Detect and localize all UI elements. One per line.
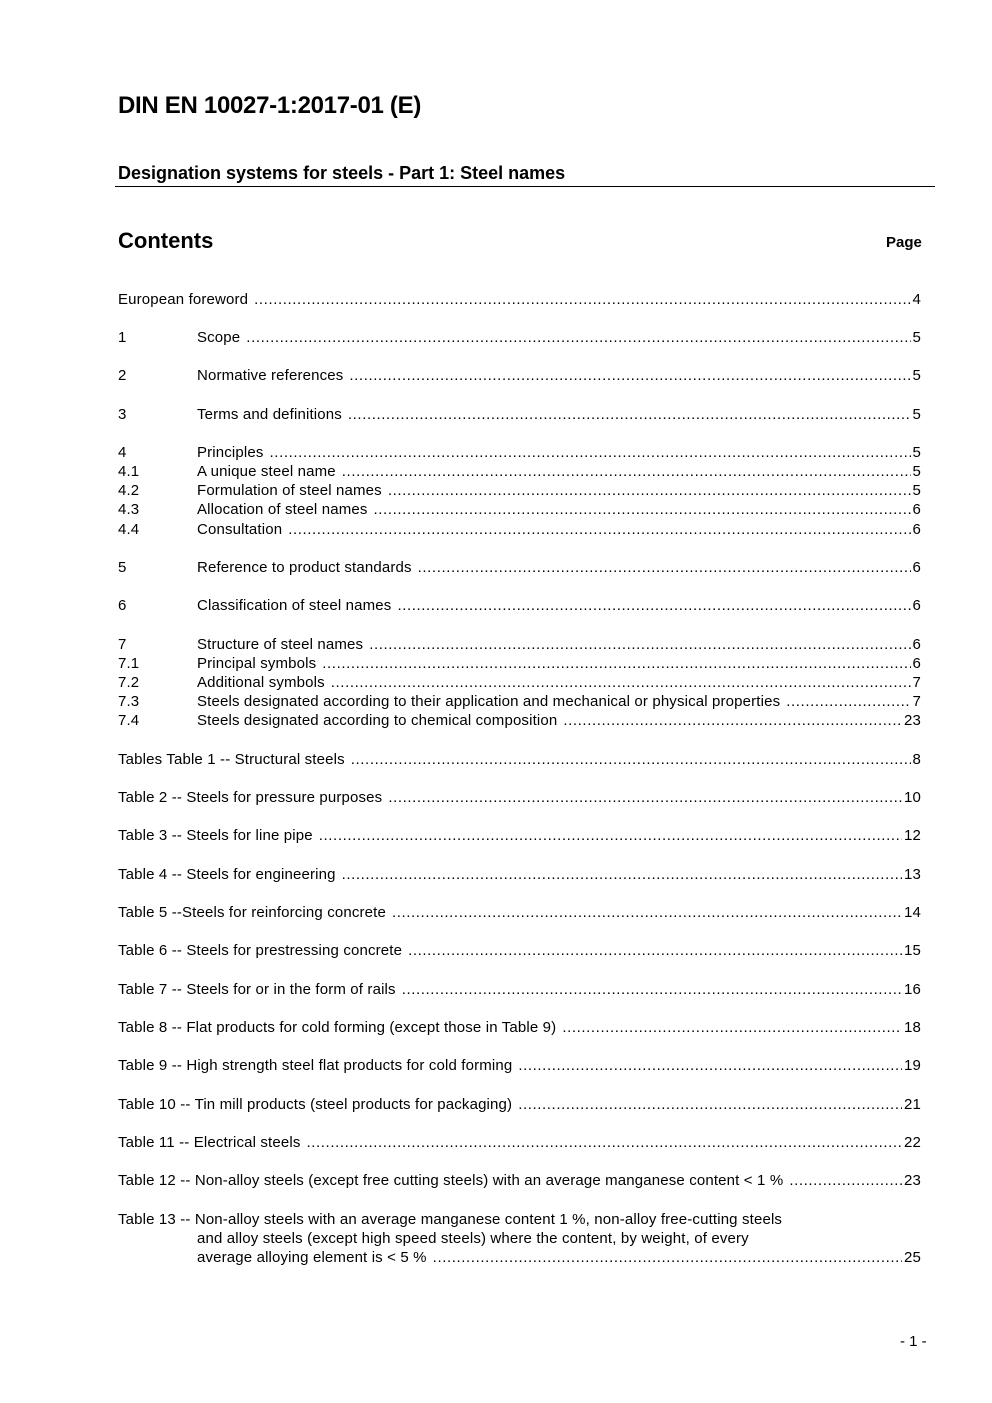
toc-entry[interactable] (118, 1172, 921, 1192)
toc-entry-page: 5 (912, 329, 921, 346)
toc-entry[interactable] (118, 904, 921, 924)
toc-entry-number: 3 (118, 406, 127, 423)
toc-entry-title: Principles (197, 444, 264, 461)
toc-entry-title: Table 9 -- High strength steel flat products for cold forming (118, 1057, 513, 1074)
toc-leader-dots (518, 1057, 902, 1074)
toc-entry-page: 13 (904, 866, 921, 883)
toc-entry-title: Additional symbols (197, 674, 325, 691)
toc-entry-page: 5 (912, 367, 921, 384)
toc-leader-dots (518, 1096, 902, 1113)
toc-entry-page: 19 (904, 1057, 921, 1074)
toc-entry[interactable] (118, 501, 921, 521)
toc-entry-number: 4.2 (118, 482, 140, 499)
toc-entry-title: average alloying element is < 5 % (197, 1249, 427, 1266)
toc-entry-title: Terms and definitions (197, 406, 342, 423)
toc-entry-number: 7.2 (118, 674, 140, 691)
toc-entry[interactable] (118, 827, 921, 847)
toc-entry[interactable] (118, 482, 921, 502)
toc-entry-number: 7.1 (118, 655, 140, 672)
toc-entry-title: Table 7 -- Steels for or in the form of rails (118, 981, 396, 998)
toc-entry[interactable] (118, 712, 921, 732)
toc-entry-title: A unique steel name (197, 463, 336, 480)
toc-entry[interactable] (118, 866, 921, 886)
toc-entry-title: Table 8 -- Flat products for cold forming (except those in Table 9) (118, 1019, 557, 1036)
toc-entry-number: 7 (118, 636, 127, 653)
toc-entry-title: Consultation (197, 521, 283, 538)
toc-entry[interactable] (118, 981, 921, 1001)
toc-leader-dots (342, 463, 911, 480)
toc-entry-page: 4 (912, 291, 921, 308)
toc-entry[interactable] (118, 674, 921, 694)
toc-entry[interactable] (118, 1134, 921, 1154)
toc-entry-page: 8 (912, 751, 921, 768)
toc-entry-title: Table 4 -- Steels for engineering (118, 866, 336, 883)
document-subtitle: Designation systems for steels - Part 1: Steel names (118, 163, 566, 183)
toc-entry-title: Table 6 -- Steels for prestressing concrete (118, 942, 403, 959)
toc-entry-title: Table 12 -- Non-alloy steels (except free cutting steels) with an average manganese content < 1 % (118, 1172, 784, 1189)
toc-entry-title: Steels designated according to chemical composition (197, 712, 558, 729)
toc-leader-dots (351, 751, 911, 768)
toc-leader-dots (369, 636, 910, 653)
toc-entry[interactable] (118, 1019, 921, 1039)
toc-entry-title: Table 5 --Steels for reinforcing concrete (118, 904, 386, 921)
toc-entry-title: Classification of steel names (197, 597, 392, 614)
toc-leader-dots (270, 444, 911, 461)
toc-entry[interactable] (118, 636, 921, 656)
toc-entry-table-13-line-1[interactable]: Table 13 -- Non-alloy steels with an average manganese content 1 %, non-alloy free-cutting steels (118, 1211, 783, 1228)
toc-entry[interactable] (118, 367, 921, 387)
toc-entry[interactable] (118, 444, 921, 464)
toc-entry-title: Table 10 -- Tin mill products (steel products for packaging) (118, 1096, 513, 1113)
toc-entry[interactable] (118, 329, 921, 349)
toc-leader-dots (397, 597, 910, 614)
toc-leader-dots (789, 1172, 902, 1189)
toc-leader-dots (786, 693, 910, 710)
toc-entry-page: 6 (912, 521, 921, 538)
toc-leader-dots (342, 866, 902, 883)
toc-leader-dots (402, 981, 902, 998)
toc-leader-dots (306, 1134, 902, 1151)
toc-leader-dots (374, 501, 911, 518)
toc-entry-title: Allocation of steel names (197, 501, 368, 518)
toc-leader-dots (246, 329, 910, 346)
toc-leader-dots (348, 406, 911, 423)
page-column-heading: Page (886, 234, 922, 251)
toc-leader-dots (418, 559, 911, 576)
toc-entry[interactable] (118, 789, 921, 809)
toc-leader-dots (331, 674, 911, 691)
toc-entry[interactable] (118, 655, 921, 675)
toc-entry-number: 4.3 (118, 501, 140, 518)
toc-entry-title: Table 3 -- Steels for line pipe (118, 827, 313, 844)
toc-entry-page: 7 (912, 693, 921, 710)
toc-entry-page: 12 (904, 827, 921, 844)
toc-entry[interactable] (118, 597, 921, 617)
toc-entry-title: Formulation of steel names (197, 482, 382, 499)
toc-entry-page: 25 (904, 1249, 921, 1266)
toc-entry-page: 7 (912, 674, 921, 691)
toc-entry-page: 6 (912, 597, 921, 614)
toc-entry[interactable] (118, 1057, 921, 1077)
toc-entry-page: 6 (912, 655, 921, 672)
toc-entry-title: Normative references (197, 367, 344, 384)
toc-entry-title: European foreword (118, 291, 249, 308)
toc-entry-page: 5 (912, 444, 921, 461)
toc-entry[interactable] (118, 521, 921, 541)
toc-entry-number: 5 (118, 559, 127, 576)
toc-entry-page: 15 (904, 942, 921, 959)
toc-entry-number: 2 (118, 367, 127, 384)
toc-entry[interactable] (118, 406, 921, 426)
toc-leader-dots (433, 1249, 902, 1266)
toc-entry-title: Scope (197, 329, 241, 346)
toc-entry-number: 7.3 (118, 693, 140, 710)
toc-entry-number: 4.4 (118, 521, 140, 538)
contents-heading: Contents (118, 228, 214, 253)
toc-entry-title: Structure of steel names (197, 636, 364, 653)
toc-leader-dots (408, 942, 902, 959)
toc-entry-title: Table 2 -- Steels for pressure purposes (118, 789, 383, 806)
subtitle-underline (115, 186, 935, 187)
toc-entry-title: Table 11 -- Electrical steels (118, 1134, 301, 1151)
toc-entry-number: 4.1 (118, 463, 140, 480)
toc-entry-page: 6 (912, 501, 921, 518)
toc-leader-dots (562, 1019, 902, 1036)
toc-entry-number: 6 (118, 597, 127, 614)
toc-entry-page: 22 (904, 1134, 921, 1151)
toc-entry-page: 14 (904, 904, 921, 921)
toc-leader-dots (322, 655, 910, 672)
document-id: DIN EN 10027-1:2017-01 (E) (118, 92, 422, 119)
toc-entry-number: 7.4 (118, 712, 140, 729)
toc-entry[interactable] (118, 291, 921, 311)
toc-entry-page: 5 (912, 482, 921, 499)
toc-entry-title: Tables Table 1 -- Structural steels (118, 751, 345, 768)
toc-leader-dots (319, 827, 902, 844)
toc-entry-page: 18 (904, 1019, 921, 1036)
toc-entry-page: 6 (912, 636, 921, 653)
toc-entry-page: 16 (904, 981, 921, 998)
toc-entry[interactable] (118, 751, 921, 771)
footer-page-number: - 1 - (900, 1333, 927, 1350)
toc-entry-table-13-line-2[interactable]: and alloy steels (except high speed steels) where the content, by weight, of every (197, 1230, 749, 1247)
toc-entry-title: Reference to product standards (197, 559, 412, 576)
toc-entry[interactable] (118, 1096, 921, 1116)
toc-entry[interactable] (118, 942, 921, 962)
toc-entry-page: 23 (904, 1172, 921, 1189)
toc-leader-dots (563, 712, 902, 729)
toc-leader-dots (392, 904, 902, 921)
toc-leader-dots (254, 291, 910, 308)
toc-entry-title: Principal symbols (197, 655, 317, 672)
toc-leader-dots (388, 482, 911, 499)
toc-entry-page: 5 (912, 406, 921, 423)
toc-entry-number: 1 (118, 329, 127, 346)
toc-entry-page: 5 (912, 463, 921, 480)
toc-entry[interactable] (118, 463, 921, 483)
toc-entry-page: 21 (904, 1096, 921, 1113)
toc-leader-dots (288, 521, 910, 538)
toc-entry-number: 4 (118, 444, 127, 461)
toc-entry[interactable] (118, 559, 921, 579)
toc-entry-page: 10 (904, 789, 921, 806)
toc-entry-page: 23 (904, 712, 921, 729)
toc-leader-dots (349, 367, 910, 384)
toc-entry-page: 6 (912, 559, 921, 576)
toc-entry-title: Steels designated according to their application and mechanical or physical properties (197, 693, 781, 710)
toc-leader-dots (388, 789, 902, 806)
toc-entry[interactable] (118, 693, 921, 713)
toc-entry-table-13-line-3[interactable] (197, 1249, 921, 1269)
